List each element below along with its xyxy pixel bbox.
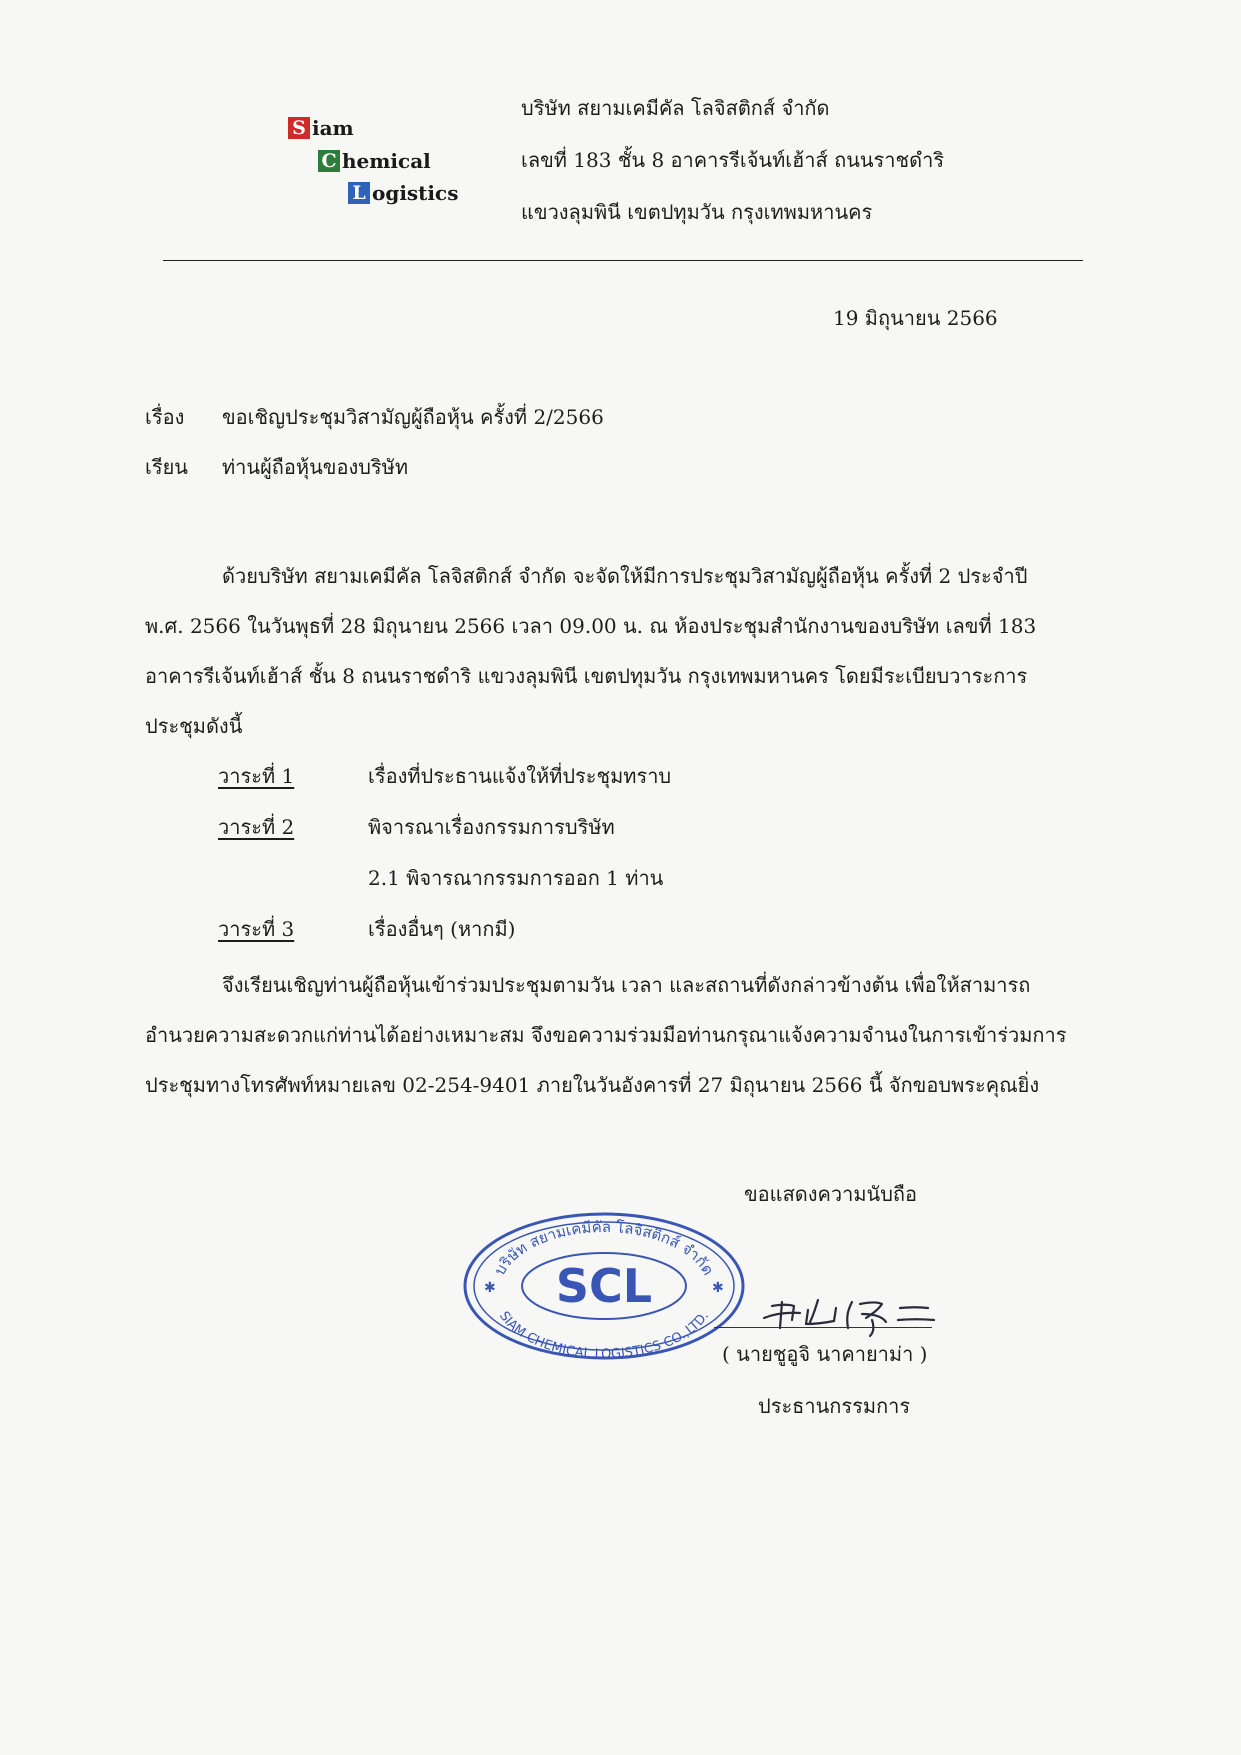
agenda-1-text: เรื่องที่ประธานแจ้งให้ที่ประชุมทราบ <box>368 764 672 788</box>
signatory-position: ประธานกรรมการ <box>758 1394 911 1418</box>
svg-text:✱: ✱ <box>712 1280 724 1296</box>
company-address-line-2: แขวงลุมพินี เขตปทุมวัน กรุงเทพมหานคร <box>521 200 873 224</box>
stamp-english-text: SIAM CHEMICAL LOGISTICS CO.,LTD. <box>495 1308 713 1362</box>
agenda-2-1-text: 2.1 พิจารณากรรมการออก 1 ท่าน <box>368 866 664 890</box>
para2-line-2: อำนวยความสะดวกแก่ท่านได้อย่างเหมาะสม จึงขอความร่วมมือท่านกรุณาแจ้งความจำนงในการเข้าร่วมการ <box>145 1023 1067 1047</box>
svg-text:✱: ✱ <box>484 1280 496 1296</box>
stamp-center-text: SCL <box>555 1259 653 1313</box>
company-logo <box>288 116 488 208</box>
subject-text: ขอเชิญประชุมวิสามัญผู้ถือหุ้น ครั้งที่ 2/2566 <box>222 405 604 429</box>
subject-label: เรื่อง <box>145 405 185 429</box>
logo-line-1 <box>288 116 354 140</box>
logo-line-2 <box>318 149 431 173</box>
logo-word-ogistics: ogistics <box>372 181 459 205</box>
para1-line-1: ด้วยบริษัท สยามเคมีคัล โลจิสติกส์ จำกัด จะจัดให้มีการประชุมวิสามัญผู้ถือหุ้น ครั้งที่ 2 ประจำปี <box>222 564 1028 588</box>
para2-line-3: ประชุมทางโทรศัพท์หมายเลข 02-254-9401 ภายในวันอังคารที่ 27 มิถุนายน 2566 นี้ จักขอบพระคุณยิ่ง <box>145 1073 1040 1097</box>
stamp-thai-text: บริษัท สยามเคมีคัล โลจิสติกส์ จำกัด <box>490 1217 718 1279</box>
letter-date: 19 มิถุนายน 2566 <box>833 306 998 330</box>
para1-line-3: อาคารรีเจ้นท์เฮ้าส์ ชั้น 8 ถนนราชดำริ แขวงลุมพินี เขตปทุมวัน กรุงเทพมหานคร โดยมีระเบียบวาระการ <box>145 664 1028 688</box>
para1-line-4: ประชุมดังนี้ <box>145 714 243 738</box>
signature-line <box>714 1327 932 1328</box>
logo-word-iam: iam <box>312 116 354 140</box>
company-name: บริษัท สยามเคมีคัล โลจิสติกส์ จำกัด <box>521 96 830 120</box>
agenda-2-label: วาระที่ 2 <box>218 815 295 839</box>
company-address-line-1: เลขที่ 183 ชั้น 8 อาคารรีเจ้นท์เฮ้าส์ ถนนราชดำริ <box>521 148 945 172</box>
logo-line-3 <box>348 181 458 205</box>
logo-initial-c: C <box>318 150 340 172</box>
logo-initial-l: L <box>348 182 370 204</box>
agenda-3-label: วาระที่ 3 <box>218 917 295 941</box>
header-divider <box>163 260 1083 261</box>
logo-word-hemical: hemical <box>342 149 431 173</box>
para2-line-1: จึงเรียนเชิญท่านผู้ถือหุ้นเข้าร่วมประชุมตามวัน เวลา และสถานที่ดังกล่าวข้างต้น เพื่อให้สามารถ <box>222 973 1031 997</box>
svg-text:SIAM CHEMICAL LOGISTICS CO.,LT <box>496 1309 712 1362</box>
agenda-1-label: วาระที่ 1 <box>218 764 295 788</box>
signatory-name: ( นายชูอูจิ นาคายาม่า ) <box>722 1342 928 1366</box>
agenda-2-text: พิจารณาเรื่องกรรมการบริษัท <box>368 815 615 839</box>
to-label: เรียน <box>145 455 188 479</box>
closing-regards: ขอแสดงความนับถือ <box>744 1182 918 1206</box>
logo-initial-s: S <box>288 117 310 139</box>
handwritten-signature <box>760 1288 938 1340</box>
agenda-3-text: เรื่องอื่นๆ (หากมี) <box>368 917 516 941</box>
to-text: ท่านผู้ถือหุ้นของบริษัท <box>222 455 409 479</box>
company-seal-stamp <box>462 1210 746 1362</box>
para1-line-2: พ.ศ. 2566 ในวันพุธที่ 28 มิถุนายน 2566 เวลา 09.00 น. ณ ห้องประชุมสำนักงานของบริษัท เลขที่ 183 <box>145 614 1037 638</box>
